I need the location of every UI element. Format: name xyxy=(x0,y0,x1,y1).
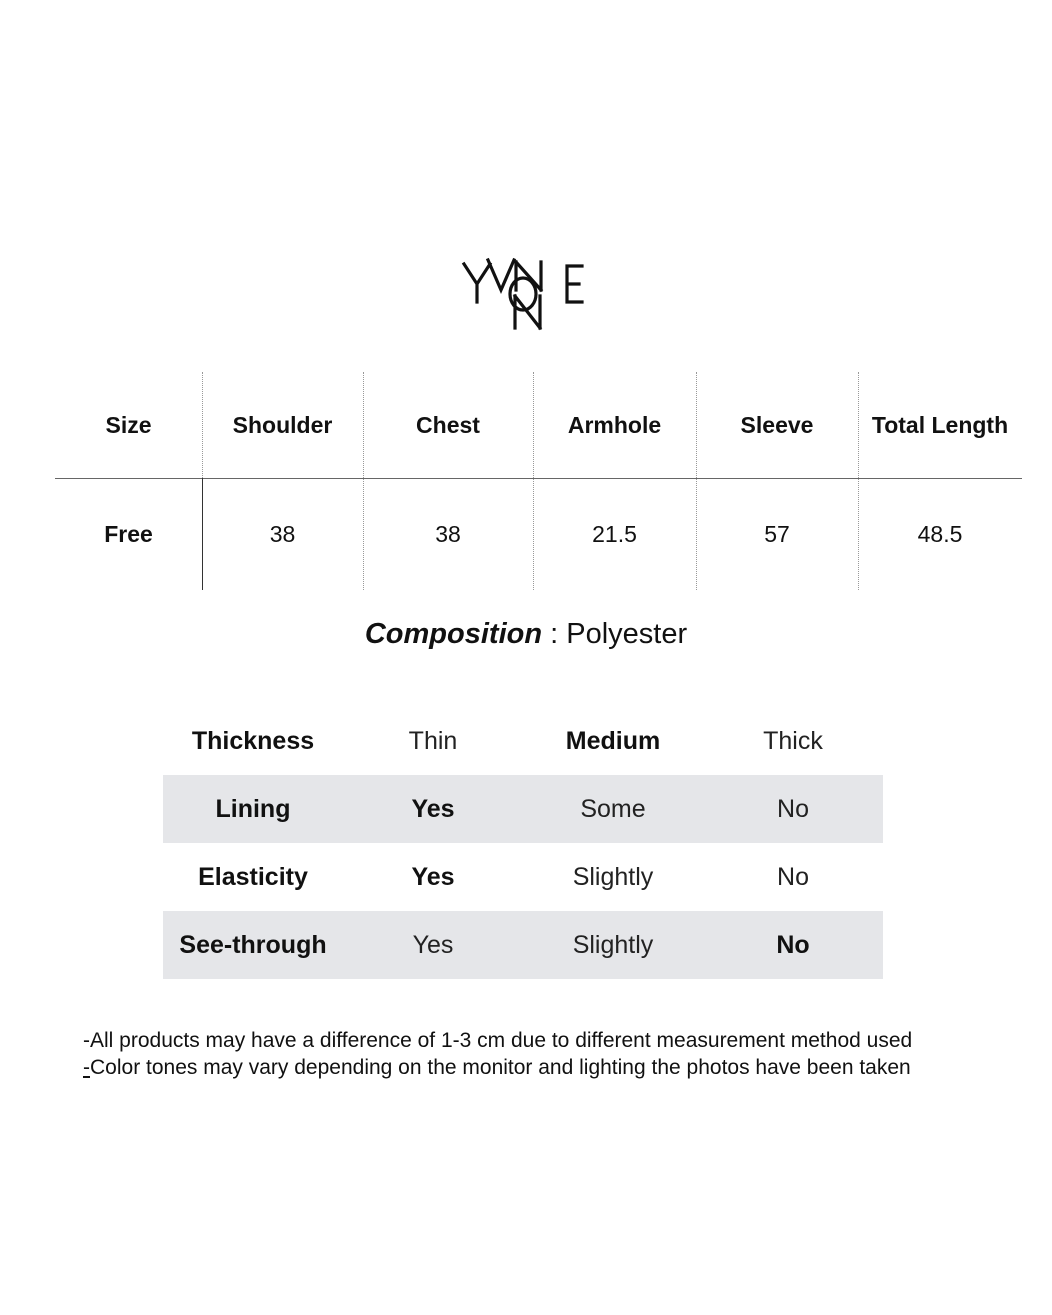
disclaimer-notes xyxy=(83,1027,912,1081)
chest-value: 38 xyxy=(435,520,461,547)
row-label: See-through xyxy=(179,930,327,959)
option-cell-selected: Yes xyxy=(411,794,455,823)
note-color-text: Color tones may vary depending on the monitor and lighting the photos have been taken xyxy=(90,1056,911,1079)
header-armhole: Armhole xyxy=(567,411,662,438)
size-value: Free xyxy=(104,520,153,547)
header-size: Size xyxy=(105,411,152,438)
composition-value: Polyester xyxy=(566,618,688,650)
total-length-value: 48.5 xyxy=(917,520,963,547)
brand-logo xyxy=(455,250,595,340)
header-chest: Chest xyxy=(416,411,480,438)
option-cell: No xyxy=(777,794,809,823)
fabric-row-thickness xyxy=(163,707,883,775)
note-dash: - xyxy=(83,1056,90,1079)
header-sleeve: Sleeve xyxy=(740,411,814,438)
composition-label: Composition xyxy=(364,618,543,650)
option-cell: Thin xyxy=(408,726,458,755)
fabric-row-elasticity xyxy=(163,843,883,911)
option-cell: Thick xyxy=(763,726,823,755)
option-cell: Some xyxy=(580,794,646,823)
composition xyxy=(0,618,1052,651)
armhole-value: 21.5 xyxy=(592,520,637,547)
shoulder-value: 38 xyxy=(269,520,296,547)
note-measurement: -All products may have a difference of 1-3 cm due to different measurement method used xyxy=(83,1029,913,1052)
option-cell: Slightly xyxy=(572,930,654,959)
header-total-length: Total Length xyxy=(871,411,1009,438)
fabric-properties-table xyxy=(163,707,883,979)
size-chart xyxy=(55,372,1022,590)
note-color xyxy=(83,1054,912,1081)
fabric-row-see-through xyxy=(163,911,883,979)
option-cell: No xyxy=(777,862,809,891)
fabric-row-lining xyxy=(163,775,883,843)
header-shoulder: Shoulder xyxy=(232,411,333,438)
option-cell: Yes xyxy=(412,930,454,959)
sleeve-value: 57 xyxy=(764,520,790,547)
row-label: Lining xyxy=(215,794,291,823)
composition-separator: : xyxy=(542,618,567,650)
option-cell: Slightly xyxy=(572,862,654,891)
row-label: Elasticity xyxy=(198,862,308,891)
option-cell-selected: Yes xyxy=(411,862,455,891)
row-label: Thickness xyxy=(191,726,315,755)
option-cell-selected: Medium xyxy=(565,726,661,755)
option-cell-selected: No xyxy=(776,930,810,959)
